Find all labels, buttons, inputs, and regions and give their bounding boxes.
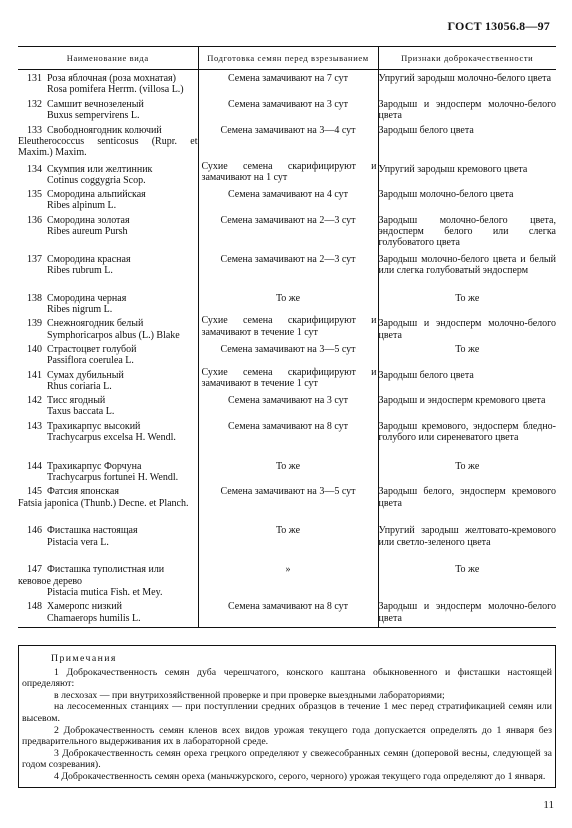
quality-signs-cell: То же xyxy=(378,458,556,484)
species-latin-name: Pistacia mutica Fish. et Mey. xyxy=(47,586,163,598)
header-quality-signs: Признаки доброкачественности xyxy=(378,47,556,70)
species-common-name: Скумпия или желтинник xyxy=(47,163,153,175)
quality-signs-cell: Зародыш и эндосперм молочно-белого цвета xyxy=(378,96,556,122)
seed-preparation-cell: Сухие семена скарифицируют и замачивают в течение 1 сут xyxy=(198,367,378,393)
seed-preparation-cell: Сухие семена скарифицируют и замачивают на 1 сут xyxy=(198,161,378,187)
row-number: 141 xyxy=(27,369,42,381)
seed-preparation-cell: Семена замачивают на 8 сут xyxy=(198,598,378,627)
seed-preparation-cell: То же xyxy=(198,458,378,484)
species-common-name: Трахикарпус Форчуна xyxy=(47,460,142,472)
species-common-name: Смородина альпийская xyxy=(47,189,146,201)
species-cell xyxy=(18,418,198,458)
species-cell xyxy=(18,96,198,122)
table-row xyxy=(18,598,556,627)
species-latin-name: Symphoricarpos albus (L.) Blake xyxy=(47,329,180,341)
species-latin-name: Trachycarpus fortunei H. Wendl. xyxy=(47,472,179,484)
species-cell xyxy=(18,561,198,598)
species-common-name: Свободноягодник колючий xyxy=(47,124,162,136)
species-latin-name: Pistacia vera L. xyxy=(47,536,109,548)
row-number: 134 xyxy=(27,163,42,175)
table-row xyxy=(18,315,556,341)
header-species-name: Наименование вида xyxy=(18,47,198,70)
note-paragraph: 3 Доброкачественность семян ореха грецкого определяют у свежесобранных семян (доперовой весны, следующей за годом созревания). xyxy=(22,747,552,771)
species-cell xyxy=(18,598,198,627)
table-row xyxy=(18,483,556,522)
row-number: 143 xyxy=(27,420,42,432)
note-paragraph: 2 Доброкачественность семян кленов всех видов урожая текущего года допускается определять до 1 января без предварительного выдерживания их в лабораторной среде. xyxy=(22,724,552,748)
species-common-name: Сумах дубильный xyxy=(47,369,124,381)
note-paragraph: 1 Доброкачественность семян дуба черешчатого, конского каштана обыкновенного и фисташки настоящей определяют: xyxy=(22,666,552,690)
note-paragraph: 4 Доброкачественность семян ореха (маньчжурского, серого, черного) урожая текущего года определяют до 1 января. xyxy=(54,770,546,782)
species-common-name: Роза яблочная (роза мохнатая) xyxy=(47,73,176,84)
seed-preparation-cell: То же xyxy=(198,522,378,561)
row-number: 145 xyxy=(27,486,42,498)
species-latin-name: Ribes rubrum L. xyxy=(47,265,113,277)
seed-preparation-cell: Семена замачивают на 2—3 сут xyxy=(198,212,378,251)
seed-preparation-cell: Семена замачивают на 7 сут xyxy=(198,70,378,96)
row-number: 138 xyxy=(27,292,42,304)
table-row xyxy=(18,418,556,458)
species-common-name: Страстоцвет голубой xyxy=(47,343,137,355)
species-cell xyxy=(18,392,198,418)
quality-signs-cell: Упругий зародыш кремового цвета xyxy=(378,161,556,187)
species-cell xyxy=(18,315,198,341)
quality-signs-cell: Упругий зародыш молочно-белого цвета xyxy=(378,70,556,96)
table-row xyxy=(18,212,556,251)
quality-signs-cell: Зародыш белого цвета xyxy=(378,122,556,161)
table-row xyxy=(18,161,556,187)
species-common-name: Тисс ягодный xyxy=(47,395,106,407)
row-number: 131 xyxy=(27,73,42,84)
species-latin-name: Passiflora coerulea L. xyxy=(47,355,134,367)
notes-box xyxy=(18,645,556,788)
table-row xyxy=(18,290,556,316)
table-row xyxy=(18,341,556,367)
species-cell xyxy=(18,341,198,367)
row-number: 144 xyxy=(27,460,42,472)
species-latin-name: Eleutherococcus senticosus (Rupr. et Maxim.) Maxim. xyxy=(18,135,198,159)
quality-signs-cell: То же xyxy=(378,341,556,367)
seed-preparation-cell: То же xyxy=(198,290,378,316)
seed-preparation-cell: Семена замачивают на 2—3 сут xyxy=(198,251,378,290)
seed-preparation-cell: Сухие семена скарифицируют и замачивают в течение 1 сут xyxy=(198,315,378,341)
species-cell xyxy=(18,251,198,290)
species-cell xyxy=(18,483,198,522)
table-row xyxy=(18,186,556,212)
table-row xyxy=(18,122,556,161)
species-cell xyxy=(18,212,198,251)
species-latin-name: Ribes alpinum L. xyxy=(47,200,117,212)
quality-signs-cell: Зародыш молочно-белого цвета и белый или слегка голубоватый эндосперм xyxy=(378,251,556,290)
table-row xyxy=(18,458,556,484)
quality-signs-cell: Зародыш и эндосперм молочно-белого цвета xyxy=(378,315,556,341)
species-latin-name: Rhus coriaria L. xyxy=(47,380,112,392)
species-common-name: Фатсия японская xyxy=(47,486,119,498)
quality-signs-cell: То же xyxy=(378,561,556,598)
row-number: 146 xyxy=(27,525,42,537)
species-latin-name: Ribes aureum Pursh xyxy=(47,226,128,238)
seed-preparation-cell: Семена замачивают на 4 сут xyxy=(198,186,378,212)
species-latin-name: Fatsia japonica (Thunb.) Decne. et Planch. xyxy=(18,497,189,509)
species-common-name: Хамеропс низкий xyxy=(47,601,122,613)
row-number: 133 xyxy=(27,124,42,136)
species-latin-name: Buxus sempervirens L. xyxy=(47,109,140,121)
species-common-name: Смородина красная xyxy=(47,253,131,265)
quality-signs-cell: Зародыш кремового, эндосперм бледно-голубого или сиреневатого цвета xyxy=(378,418,556,458)
species-common-name: Смородина золотая xyxy=(47,214,130,226)
species-cell xyxy=(18,522,198,561)
species-cell xyxy=(18,458,198,484)
document-code: ГОСТ 13056.8—97 xyxy=(447,19,550,33)
species-table xyxy=(18,46,556,628)
seed-preparation-cell: Семена замачивают на 3—5 сут xyxy=(198,483,378,522)
table-row xyxy=(18,251,556,290)
species-latin-name: Rosa pomifera Herrm. (villosa L.) xyxy=(47,84,184,96)
row-number: 148 xyxy=(27,601,42,613)
row-number: 139 xyxy=(27,318,42,330)
species-latin-name: Cotinus coggygria Scop. xyxy=(47,174,146,186)
species-cell xyxy=(18,290,198,316)
quality-signs-cell: Зародыш молочно-белого цвета, эндосперм белого или слегка голубоватого цвета xyxy=(378,212,556,251)
quality-signs-cell: Зародыш и эндосперм кремового цвета xyxy=(378,392,556,418)
quality-signs-cell: Зародыш белого цвета xyxy=(378,367,556,393)
species-latin-name: Taxus baccata L. xyxy=(47,406,115,418)
table-row xyxy=(18,70,556,96)
species-common-name: Самшит вечнозеленый xyxy=(47,98,144,110)
note-paragraph: на лесосеменных станциях — при поступлении средних образцов в течение 1 мес перед стратификацией семян или высевом. xyxy=(22,701,552,724)
table-row xyxy=(18,96,556,122)
table-row xyxy=(18,522,556,561)
row-number: 132 xyxy=(27,98,42,110)
table-header-row xyxy=(18,47,556,70)
species-cell xyxy=(18,161,198,187)
table-row xyxy=(18,561,556,598)
species-common-name: Фисташка туполистная или кевовое дерево xyxy=(18,564,165,587)
seed-preparation-cell: Семена замачивают на 3 сут xyxy=(198,96,378,122)
seed-preparation-cell: Семена замачивают на 3—4 сут xyxy=(198,122,378,161)
table-row xyxy=(18,392,556,418)
seed-preparation-cell: Семена замачивают на 3 сут xyxy=(198,392,378,418)
quality-signs-cell: Зародыш молочно-белого цвета xyxy=(378,186,556,212)
row-number: 137 xyxy=(27,253,42,265)
species-common-name: Снежноягодник белый xyxy=(47,318,144,330)
row-number: 136 xyxy=(27,214,42,226)
seed-preparation-cell: » xyxy=(198,561,378,598)
seed-preparation-cell: Семена замачивают на 3—5 сут xyxy=(198,341,378,367)
species-cell xyxy=(18,122,198,161)
species-cell xyxy=(18,186,198,212)
quality-signs-cell: Зародыш и эндосперм молочно-белого цвета xyxy=(378,598,556,627)
species-latin-name: Trachycarpus excelsa H. Wendl. xyxy=(47,432,176,444)
quality-signs-cell: Зародыш белого, эндосперм кремового цвета xyxy=(378,483,556,522)
species-cell xyxy=(18,70,198,96)
species-common-name: Смородина черная xyxy=(47,292,127,304)
species-common-name: Трахикарпус высокий xyxy=(47,420,141,432)
row-number: 147 xyxy=(27,564,42,576)
quality-signs-cell: Упругий зародыш желтовато-кремового или светло-зеленого цвета xyxy=(378,522,556,561)
species-latin-name: Ribes nigrum L. xyxy=(47,304,113,316)
species-cell xyxy=(18,367,198,393)
quality-signs-cell: То же xyxy=(378,290,556,316)
table-row xyxy=(18,367,556,393)
row-number: 135 xyxy=(27,189,42,201)
seed-preparation-cell: Семена замачивают на 8 сут xyxy=(198,418,378,458)
notes-title: Примечания xyxy=(51,653,117,664)
page-number: 11 xyxy=(543,799,554,811)
row-number: 142 xyxy=(27,395,42,407)
header-seed-preparation: Подготовка семян перед взрезыванием xyxy=(198,47,378,70)
note-paragraph: в лесхозах — при внутрихозяйственной проверке и при проверке выездными лабораториями; xyxy=(54,689,445,701)
species-common-name: Фисташка настоящая xyxy=(47,525,138,537)
species-latin-name: Chamaerops humilis L. xyxy=(47,612,141,624)
row-number: 140 xyxy=(27,343,42,355)
